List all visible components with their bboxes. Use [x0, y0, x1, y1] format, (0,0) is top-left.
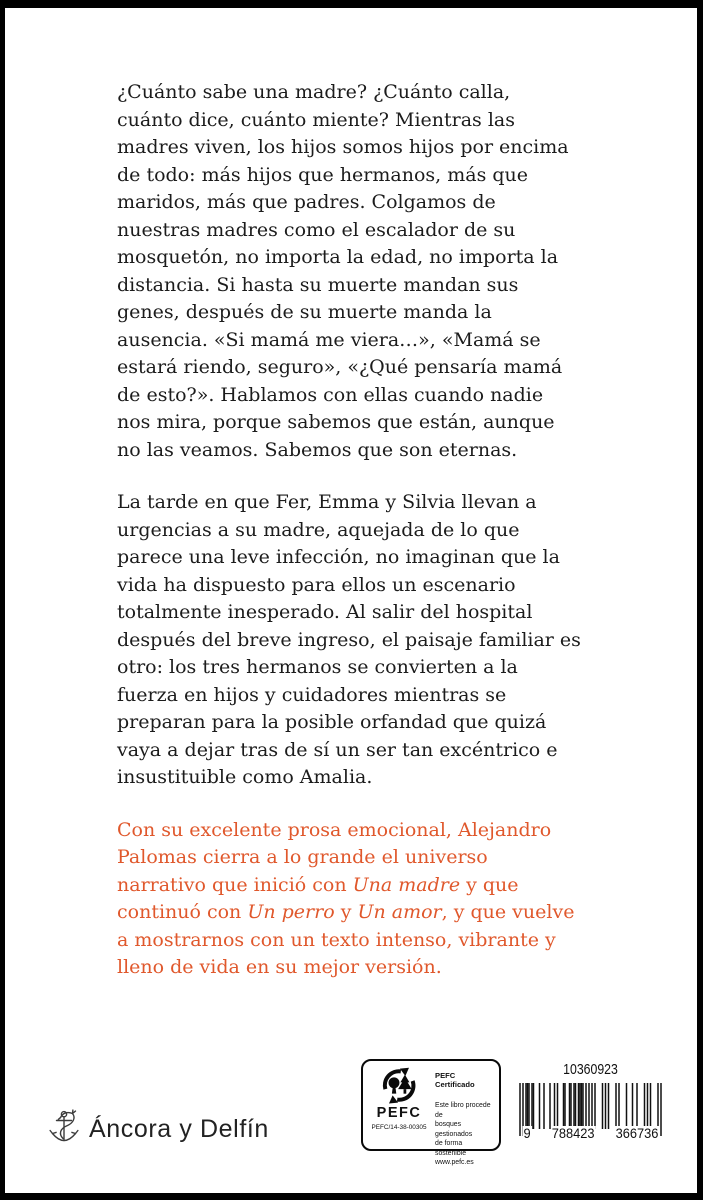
pefc-certificate-title: PEFC Certificado	[435, 1071, 475, 1089]
blurb-paragraph-3	[117, 817, 581, 982]
paragraph3-part1: Con su excelente prosa emocional, Alejandro Palomas cierra a lo grande el universo narrativo que inició con	[117, 818, 552, 896]
pefc-label	[361, 1059, 501, 1166]
pefc-description	[435, 1101, 494, 1159]
blurb-text-block	[117, 79, 581, 1007]
pefc-description-line3: de forma sostenible	[435, 1140, 467, 1157]
pefc-logo-column	[369, 1067, 429, 1144]
book-title-un-perro: Un perro	[247, 901, 335, 923]
pefc-url: www.pefc.es	[435, 1158, 474, 1166]
product-code: 10360923	[563, 1061, 618, 1078]
cover-inner-page	[5, 8, 697, 1193]
barcode-block	[513, 1061, 668, 1141]
pefc-license-number: PEFC/14-38-00305	[371, 1123, 427, 1131]
pefc-trees-icon	[379, 1067, 419, 1104]
anchor-dolphin-icon	[47, 1109, 81, 1149]
blurb-paragraph-1: ¿Cuánto sabe una madre? ¿Cuánto calla, cuánto dice, cuánto miente? Mientras las madres viven, los hijos somos hijos por encima de todo: más hijos que hermanos, más que maridos, más que padres. Colgamos de nuestras madres como el escalador de su mosquetón, no importa la edad, no importa la distancia. Si hasta su muerte mandan sus genes, después de su muerte manda la ausencia. «Si mamá me viera…», «Mamá se estará riendo, seguro», «¿Qué pensaría mamá de esto?». Hablamos con ellas cuando nadie nos mira, porque sabemos que están, aunque no las veamos. Sabemos que son eternas.	[117, 81, 569, 461]
isbn-group-2: 366736	[615, 1126, 658, 1141]
pefc-description-line1: Este libro procede de	[435, 1102, 491, 1119]
paragraph3-part3: y	[334, 901, 358, 923]
book-title-una-madre: Una madre	[352, 873, 461, 896]
isbn-group-1: 788423	[551, 1126, 595, 1141]
publisher-colophon	[47, 1109, 269, 1149]
pefc-description-line2: bosques gestionados	[435, 1121, 473, 1138]
blurb-paragraph-2: La tarde en que Fer, Emma y Silvia llevan a urgencias a su madre, aquejada de lo que parece una leve infección, no imaginan que la vida ha dispuesto para ellos un escenario totalmente inesperado. Al salir del hospital después del breve ingreso, el paisaje familiar es otro: los tres hermanos se convierten a la fuerza en hijos y cuidadores mientras se preparan para la posible orfandad que quizá vaya a dejar tras de sí un ser tan excéntrico e insustituible como Amalia.	[117, 491, 581, 788]
pefc-logo-text: PEFC	[376, 1105, 422, 1121]
isbn-check-digit: 9	[523, 1126, 531, 1141]
paragraph3-part2: y que continuó con	[117, 873, 519, 923]
collection-name: Áncora y Delfín	[89, 1114, 269, 1143]
isbn-digits	[520, 1126, 661, 1141]
pefc-text-column	[429, 1067, 494, 1166]
paragraph3-part4: , y que vuelve a mostrarnos con un texto intenso, vibrante y lleno de vida en su mejor versión.	[117, 901, 575, 978]
book-title-un-amor: Un amor	[357, 901, 442, 923]
